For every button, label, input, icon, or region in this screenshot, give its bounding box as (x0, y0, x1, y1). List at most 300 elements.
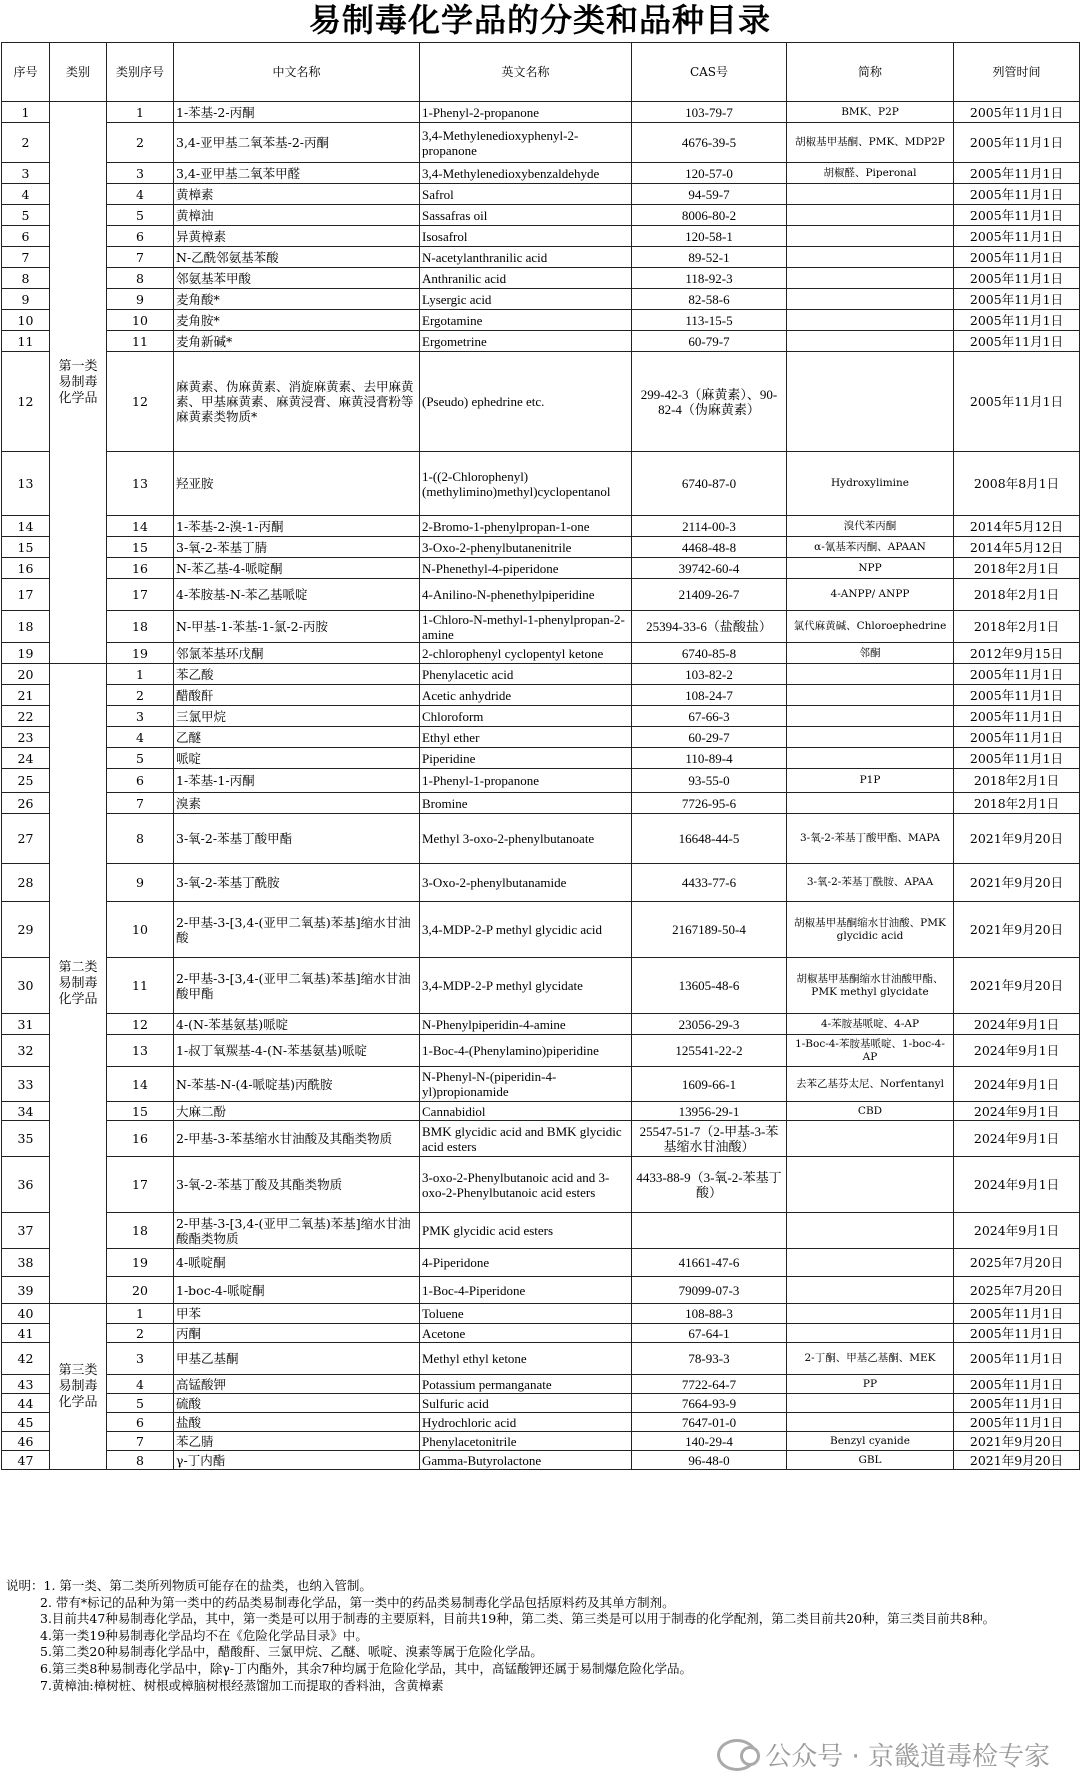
control-date: 2024年9月1日 (954, 1157, 1080, 1213)
cas-number: 60-79-7 (632, 331, 787, 352)
control-date: 2021年9月20日 (954, 902, 1080, 958)
cas-number: 2114-00-3 (632, 516, 787, 537)
chinese-name: 3-氧-2-苯基丁酰胺 (174, 864, 420, 902)
abbreviation (787, 352, 954, 452)
cas-number: 21409-26-7 (632, 579, 787, 611)
cas-number: 2167189-50-4 (632, 902, 787, 958)
chinese-name: 3,4-亚甲基二氧苯基-2-丙酮 (174, 123, 420, 163)
abbreviation (787, 1324, 954, 1343)
category-sub-number: 14 (107, 1067, 174, 1102)
control-date: 2025年7月20日 (954, 1277, 1080, 1304)
control-date: 2018年2月1日 (954, 579, 1080, 611)
category-sub-number: 11 (107, 331, 174, 352)
row-number: 22 (2, 706, 50, 727)
table-row (2, 902, 1080, 958)
cas-number: 16648-44-5 (632, 814, 787, 864)
table-row (2, 331, 1080, 352)
chinese-name: 麦角新碱* (174, 331, 420, 352)
chinese-name: 4-(N-苯基氨基)哌啶 (174, 1014, 420, 1035)
cas-number: 25547-51-7（2-甲基-3-苯基缩水甘油酸） (632, 1121, 787, 1157)
category-sub-number: 18 (107, 611, 174, 643)
row-number: 5 (2, 205, 50, 226)
page-title: 易制毒化学品的分类和品种目录 (308, 1, 771, 39)
chinese-name: 2-甲基-3-[3,4-(亚甲二氧基)苯基]缩水甘油酸甲酯 (174, 958, 420, 1014)
category-sub-number: 15 (107, 537, 174, 558)
category-sub-number: 17 (107, 579, 174, 611)
cas-number: 140-29-4 (632, 1432, 787, 1451)
control-date: 2005年11月1日 (954, 102, 1080, 123)
control-date: 2024年9月1日 (954, 1067, 1080, 1102)
abbreviation (787, 310, 954, 331)
category-sub-number: 15 (107, 1102, 174, 1121)
chinese-name: 1-苯基-2-丙酮 (174, 102, 420, 123)
english-name: 1-Boc-4-Piperidone (420, 1277, 632, 1304)
table-row (2, 537, 1080, 558)
category-sub-number: 8 (107, 1451, 174, 1470)
english-name: Methyl 3-oxo-2-phenylbutanoate (420, 814, 632, 864)
english-name: Chloroform (420, 706, 632, 727)
table-row (2, 268, 1080, 289)
category-sub-number: 2 (107, 123, 174, 163)
note-2: 2. 带有*标记的品种为第一类中的药品类易制毒化学品，第一类中的药品类易制毒化学品包括原料药及其单方制剂。 (40, 1594, 675, 1610)
abbreviation: Hydroxylimine (787, 452, 954, 516)
table-row (2, 1394, 1080, 1413)
cas-number: 82-58-6 (632, 289, 787, 310)
table-row (2, 1014, 1080, 1035)
english-name: Gamma-Butyrolactone (420, 1451, 632, 1470)
category-sub-number: 1 (107, 102, 174, 123)
cas-number: 7722-64-7 (632, 1375, 787, 1394)
table-row (2, 1432, 1080, 1451)
table-row (2, 814, 1080, 864)
table-row (2, 1304, 1080, 1324)
table-row (2, 226, 1080, 247)
table-header-row (2, 43, 1080, 102)
row-number: 45 (2, 1413, 50, 1432)
abbreviation (787, 205, 954, 226)
abbreviation: 胡椒基甲基酮缩水甘油酸、PMK glycidic acid (787, 902, 954, 958)
control-date: 2005年11月1日 (954, 226, 1080, 247)
control-date: 2005年11月1日 (954, 310, 1080, 331)
control-date: 2008年8月1日 (954, 452, 1080, 516)
header-category: 类别 (50, 43, 107, 102)
row-number: 10 (2, 310, 50, 331)
row-number: 6 (2, 226, 50, 247)
row-number: 14 (2, 516, 50, 537)
table-row (2, 123, 1080, 163)
notes-section (6, 1578, 1074, 1694)
english-name: Phenylacetonitrile (420, 1432, 632, 1451)
chinese-name: 3-氧-2-苯基丁酸及其酯类物质 (174, 1157, 420, 1213)
english-name: 3,4-MDP-2-P methyl glycidate (420, 958, 632, 1014)
cas-number: 118-92-3 (632, 268, 787, 289)
abbreviation: 溴代苯丙酮 (787, 516, 954, 537)
english-name: Phenylacetic acid (420, 664, 632, 685)
cas-number: 25394-33-6（盐酸盐） (632, 611, 787, 643)
english-name: 3,4-MDP-2-P methyl glycidic acid (420, 902, 632, 958)
english-name: BMK glycidic acid and BMK glycidic acid esters (420, 1121, 632, 1157)
category-sub-number: 8 (107, 814, 174, 864)
category-sub-number: 16 (107, 1121, 174, 1157)
category-cell: 第一类易制毒化学品 (50, 102, 107, 664)
table-row (2, 1413, 1080, 1432)
category-sub-number: 12 (107, 1014, 174, 1035)
abbreviation (787, 1413, 954, 1432)
abbreviation (787, 1121, 954, 1157)
control-date: 2005年11月1日 (954, 706, 1080, 727)
row-number: 25 (2, 769, 50, 793)
cas-number: 110-89-4 (632, 748, 787, 769)
english-name: 3-oxo-2-Phenylbutanoic acid and 3-oxo-2-Phenylbutanoic acid esters (420, 1157, 632, 1213)
cas-number: 41661-47-6 (632, 1249, 787, 1277)
control-date: 2005年11月1日 (954, 247, 1080, 268)
table-row (2, 611, 1080, 643)
english-name: Acetic anhydride (420, 685, 632, 706)
chinese-name: 甲基乙基酮 (174, 1343, 420, 1375)
abbreviation: 2-丁酮、甲基乙基酮、MEK (787, 1343, 954, 1375)
control-date: 2005年11月1日 (954, 352, 1080, 452)
chinese-name: 2-甲基-3-苯基缩水甘油酸及其酯类物质 (174, 1121, 420, 1157)
table-row (2, 748, 1080, 769)
table-row (2, 1213, 1080, 1249)
row-number: 38 (2, 1249, 50, 1277)
cas-number: 113-15-5 (632, 310, 787, 331)
table-row (2, 310, 1080, 331)
chinese-name: 1-苯基-1-丙酮 (174, 769, 420, 793)
abbreviation (787, 706, 954, 727)
category-sub-number: 10 (107, 902, 174, 958)
chinese-name: 2-甲基-3-[3,4-(亚甲二氧基)苯基]缩水甘油酸酯类物质 (174, 1213, 420, 1249)
category-sub-number: 18 (107, 1213, 174, 1249)
control-date: 2014年5月12日 (954, 537, 1080, 558)
category-cell: 第三类易制毒化学品 (50, 1304, 107, 1470)
abbreviation (787, 1249, 954, 1277)
english-name: 3,4-Methylenedioxybenzaldehyde (420, 163, 632, 184)
chinese-name: 麦角酸* (174, 289, 420, 310)
chinese-name: N-乙酰邻氨基苯酸 (174, 247, 420, 268)
row-number: 19 (2, 643, 50, 664)
cas-number: 8006-80-2 (632, 205, 787, 226)
catalog-table-container (0, 42, 1080, 1470)
cas-number: 4676-39-5 (632, 123, 787, 163)
table-row (2, 163, 1080, 184)
table-row (2, 793, 1080, 814)
english-name: Sulfuric acid (420, 1394, 632, 1413)
abbreviation: 邻酮 (787, 643, 954, 664)
row-number: 9 (2, 289, 50, 310)
english-name: 1-Phenyl-2-propanone (420, 102, 632, 123)
english-name: 1-Phenyl-1-propanone (420, 769, 632, 793)
chinese-name: 邻氯苯基环戊酮 (174, 643, 420, 664)
english-name: (Pseudo) ephedrine etc. (420, 352, 632, 452)
english-name: Cannabidiol (420, 1102, 632, 1121)
cas-number: 125541-22-2 (632, 1035, 787, 1067)
row-number: 16 (2, 558, 50, 579)
cas-number: 120-57-0 (632, 163, 787, 184)
category-sub-number: 10 (107, 310, 174, 331)
row-number: 36 (2, 1157, 50, 1213)
category-sub-number: 1 (107, 664, 174, 685)
cas-number: 103-82-2 (632, 664, 787, 685)
chinese-name: 黄樟素 (174, 184, 420, 205)
category-sub-number: 13 (107, 452, 174, 516)
chinese-name: 大麻二酚 (174, 1102, 420, 1121)
english-name: Ethyl ether (420, 727, 632, 748)
english-name: 3,4-Methylenedioxyphenyl-2-propanone (420, 123, 632, 163)
table-row (2, 1121, 1080, 1157)
row-number: 13 (2, 452, 50, 516)
row-number: 3 (2, 163, 50, 184)
category-sub-number: 7 (107, 1432, 174, 1451)
row-number: 4 (2, 184, 50, 205)
category-sub-number: 20 (107, 1277, 174, 1304)
category-sub-number: 11 (107, 958, 174, 1014)
row-number: 39 (2, 1277, 50, 1304)
category-sub-number: 12 (107, 352, 174, 452)
row-number: 18 (2, 611, 50, 643)
english-name: Hydrochloric acid (420, 1413, 632, 1432)
table-row (2, 1343, 1080, 1375)
abbreviation: 胡椒醛、Piperonal (787, 163, 954, 184)
cas-number: 60-29-7 (632, 727, 787, 748)
row-number: 30 (2, 958, 50, 1014)
abbreviation (787, 748, 954, 769)
row-number: 8 (2, 268, 50, 289)
chinese-name: 1-叔丁氧羰基-4-(N-苯基氨基)哌啶 (174, 1035, 420, 1067)
header-chinese-name: 中文名称 (174, 43, 420, 102)
note-7: 7.黄樟油:樟树桩、树根或樟脑树根经蒸馏加工而提取的香料油，含黄樟素 (40, 1677, 444, 1693)
cas-number: 89-52-1 (632, 247, 787, 268)
english-name: 1-Boc-4-(Phenylamino)piperidine (420, 1035, 632, 1067)
control-date: 2005年11月1日 (954, 1413, 1080, 1432)
chinese-name: 醋酸酐 (174, 685, 420, 706)
english-name: 1-((2-Chlorophenyl)(methylimino)methyl)cyclopentanol (420, 452, 632, 516)
table-row (2, 1277, 1080, 1304)
wechat-icon (717, 1739, 757, 1771)
abbreviation: 3-氧-2-苯基丁酸甲酯、MAPA (787, 814, 954, 864)
row-number: 21 (2, 685, 50, 706)
control-date: 2005年11月1日 (954, 1343, 1080, 1375)
category-sub-number: 13 (107, 1035, 174, 1067)
chinese-name: 1-苯基-2-溴-1-丙酮 (174, 516, 420, 537)
row-number: 44 (2, 1394, 50, 1413)
control-date: 2018年2月1日 (954, 611, 1080, 643)
abbreviation (787, 331, 954, 352)
abbreviation (787, 268, 954, 289)
abbreviation (787, 226, 954, 247)
note-4: 4.第一类19种易制毒化学品均不在《危险化学品目录》中。 (40, 1627, 368, 1643)
control-date: 2021年9月20日 (954, 1432, 1080, 1451)
table-row (2, 289, 1080, 310)
cas-number: 23056-29-3 (632, 1014, 787, 1035)
category-sub-number: 4 (107, 1375, 174, 1394)
control-date: 2005年11月1日 (954, 205, 1080, 226)
category-sub-number: 6 (107, 769, 174, 793)
category-sub-number: 3 (107, 163, 174, 184)
english-name: 1-Chloro-N-methyl-1-phenylpropan-2-amine (420, 611, 632, 643)
category-sub-number: 8 (107, 268, 174, 289)
control-date: 2018年2月1日 (954, 769, 1080, 793)
abbreviation: GBL (787, 1451, 954, 1470)
abbreviation: PP (787, 1375, 954, 1394)
cas-number: 108-88-3 (632, 1304, 787, 1324)
cas-number: 94-59-7 (632, 184, 787, 205)
header-abbreviation: 简称 (787, 43, 954, 102)
chinese-name: 盐酸 (174, 1413, 420, 1432)
header-cas: CAS号 (632, 43, 787, 102)
category-sub-number: 7 (107, 793, 174, 814)
category-sub-number: 4 (107, 727, 174, 748)
chinese-name: 丙酮 (174, 1324, 420, 1343)
control-date: 2005年11月1日 (954, 1375, 1080, 1394)
table-row (2, 184, 1080, 205)
chinese-name: γ-丁内酯 (174, 1451, 420, 1470)
table-row (2, 1324, 1080, 1343)
chinese-name: 4-苯胺基-N-苯乙基哌啶 (174, 579, 420, 611)
cas-number: 4468-48-8 (632, 537, 787, 558)
row-number: 15 (2, 537, 50, 558)
english-name: 4-Anilino-N-phenethylpiperidine (420, 579, 632, 611)
abbreviation: α-氰基苯丙酮、APAAN (787, 537, 954, 558)
control-date: 2005年11月1日 (954, 289, 1080, 310)
row-number: 46 (2, 1432, 50, 1451)
table-body (2, 102, 1080, 1470)
chinese-name: 麻黄素、伪麻黄素、消旋麻黄素、去甲麻黄素、甲基麻黄素、麻黄浸膏、麻黄浸膏粉等麻黄素类物质* (174, 352, 420, 452)
control-date: 2005年11月1日 (954, 685, 1080, 706)
control-date: 2021年9月20日 (954, 1451, 1080, 1470)
cas-number: 13605-48-6 (632, 958, 787, 1014)
category-sub-number: 1 (107, 1304, 174, 1324)
english-name: 3-Oxo-2-phenylbutanenitrile (420, 537, 632, 558)
cas-number: 13956-29-1 (632, 1102, 787, 1121)
cas-number: 6740-85-8 (632, 643, 787, 664)
english-name: Acetone (420, 1324, 632, 1343)
abbreviation: 去苯乙基芬太尼、Norfentanyl (787, 1067, 954, 1102)
chinese-name: 邻氨基苯甲酸 (174, 268, 420, 289)
abbreviation (787, 793, 954, 814)
chinese-name: 3-氧-2-苯基丁酸甲酯 (174, 814, 420, 864)
row-number: 31 (2, 1014, 50, 1035)
control-date: 2005年11月1日 (954, 1324, 1080, 1343)
abbreviation (787, 727, 954, 748)
chinese-name: 2-甲基-3-[3,4-(亚甲二氧基)苯基]缩水甘油酸 (174, 902, 420, 958)
cas-number: 4433-77-6 (632, 864, 787, 902)
chinese-name: 黄樟油 (174, 205, 420, 226)
control-date: 2005年11月1日 (954, 727, 1080, 748)
table-row (2, 452, 1080, 516)
abbreviation: NPP (787, 558, 954, 579)
table-row (2, 643, 1080, 664)
table-row (2, 1451, 1080, 1470)
control-date: 2005年11月1日 (954, 184, 1080, 205)
row-number: 34 (2, 1102, 50, 1121)
cas-number: 39742-60-4 (632, 558, 787, 579)
control-date: 2024年9月1日 (954, 1102, 1080, 1121)
category-sub-number: 16 (107, 558, 174, 579)
control-date: 2025年7月20日 (954, 1249, 1080, 1277)
english-name: Ergometrine (420, 331, 632, 352)
cas-number: 96-48-0 (632, 1451, 787, 1470)
abbreviation: CBD (787, 1102, 954, 1121)
row-number: 24 (2, 748, 50, 769)
abbreviation (787, 685, 954, 706)
english-name: Bromine (420, 793, 632, 814)
row-number: 20 (2, 664, 50, 685)
cas-number: 79099-07-3 (632, 1277, 787, 1304)
category-sub-number: 9 (107, 864, 174, 902)
abbreviation (787, 289, 954, 310)
category-sub-number: 3 (107, 706, 174, 727)
chinese-name: 3,4-亚甲基二氧苯甲醛 (174, 163, 420, 184)
chinese-name: 苯乙酸 (174, 664, 420, 685)
abbreviation (787, 184, 954, 205)
english-name: Lysergic acid (420, 289, 632, 310)
table-row (2, 958, 1080, 1014)
english-name: PMK glycidic acid esters (420, 1213, 632, 1249)
table-row (2, 727, 1080, 748)
row-number: 29 (2, 902, 50, 958)
chinese-name: 硫酸 (174, 1394, 420, 1413)
abbreviation (787, 1304, 954, 1324)
control-date: 2005年11月1日 (954, 748, 1080, 769)
table-row (2, 102, 1080, 123)
english-name: Toluene (420, 1304, 632, 1324)
cas-number: 67-64-1 (632, 1324, 787, 1343)
category-sub-number: 5 (107, 748, 174, 769)
table-row (2, 1375, 1080, 1394)
chinese-name: 羟亚胺 (174, 452, 420, 516)
english-name: Ergotamine (420, 310, 632, 331)
category-sub-number: 4 (107, 184, 174, 205)
cas-number: 108-24-7 (632, 685, 787, 706)
cas-number: 6740-87-0 (632, 452, 787, 516)
chinese-name: 三氯甲烷 (174, 706, 420, 727)
control-date: 2005年11月1日 (954, 664, 1080, 685)
category-cell: 第二类易制毒化学品 (50, 664, 107, 1304)
cas-number: 93-55-0 (632, 769, 787, 793)
table-row (2, 1035, 1080, 1067)
abbreviation: 氯代麻黄碱、Chloroephedrine (787, 611, 954, 643)
english-name: 4-Piperidone (420, 1249, 632, 1277)
chinese-name: 4-哌啶酮 (174, 1249, 420, 1277)
row-number: 40 (2, 1304, 50, 1324)
cas-number (632, 1213, 787, 1249)
chinese-name: N-苯乙基-4-哌啶酮 (174, 558, 420, 579)
row-number: 11 (2, 331, 50, 352)
header-no: 序号 (2, 43, 50, 102)
row-number: 32 (2, 1035, 50, 1067)
control-date: 2021年9月20日 (954, 864, 1080, 902)
header-date: 列管时间 (954, 43, 1080, 102)
control-date: 2005年11月1日 (954, 331, 1080, 352)
english-name: Methyl ethyl ketone (420, 1343, 632, 1375)
abbreviation (787, 1394, 954, 1413)
english-name: N-Phenyl-N-(piperidin-4-yl)propionamide (420, 1067, 632, 1102)
cas-number: 7664-93-9 (632, 1394, 787, 1413)
chinese-name: 乙醚 (174, 727, 420, 748)
row-number: 35 (2, 1121, 50, 1157)
english-name: Isosafrol (420, 226, 632, 247)
table-row (2, 205, 1080, 226)
row-number: 47 (2, 1451, 50, 1470)
control-date: 2005年11月1日 (954, 123, 1080, 163)
cas-number: 1609-66-1 (632, 1067, 787, 1102)
control-date: 2021年9月20日 (954, 814, 1080, 864)
note-3: 3.目前共47种易制毒化学品，其中，第一类是可以用于制毒的主要原料，目前共19种，第二类、第三类是可以用于制毒的化学配剂，第二类目前共20种，第三类目前共8种。 (40, 1611, 996, 1627)
cas-number: 103-79-7 (632, 102, 787, 123)
note-5: 5.第二类20种易制毒化学品中，醋酸酐、三氯甲烷、乙醚、哌啶、溴素等属于危险化学品。 (40, 1644, 543, 1660)
category-sub-number: 5 (107, 205, 174, 226)
